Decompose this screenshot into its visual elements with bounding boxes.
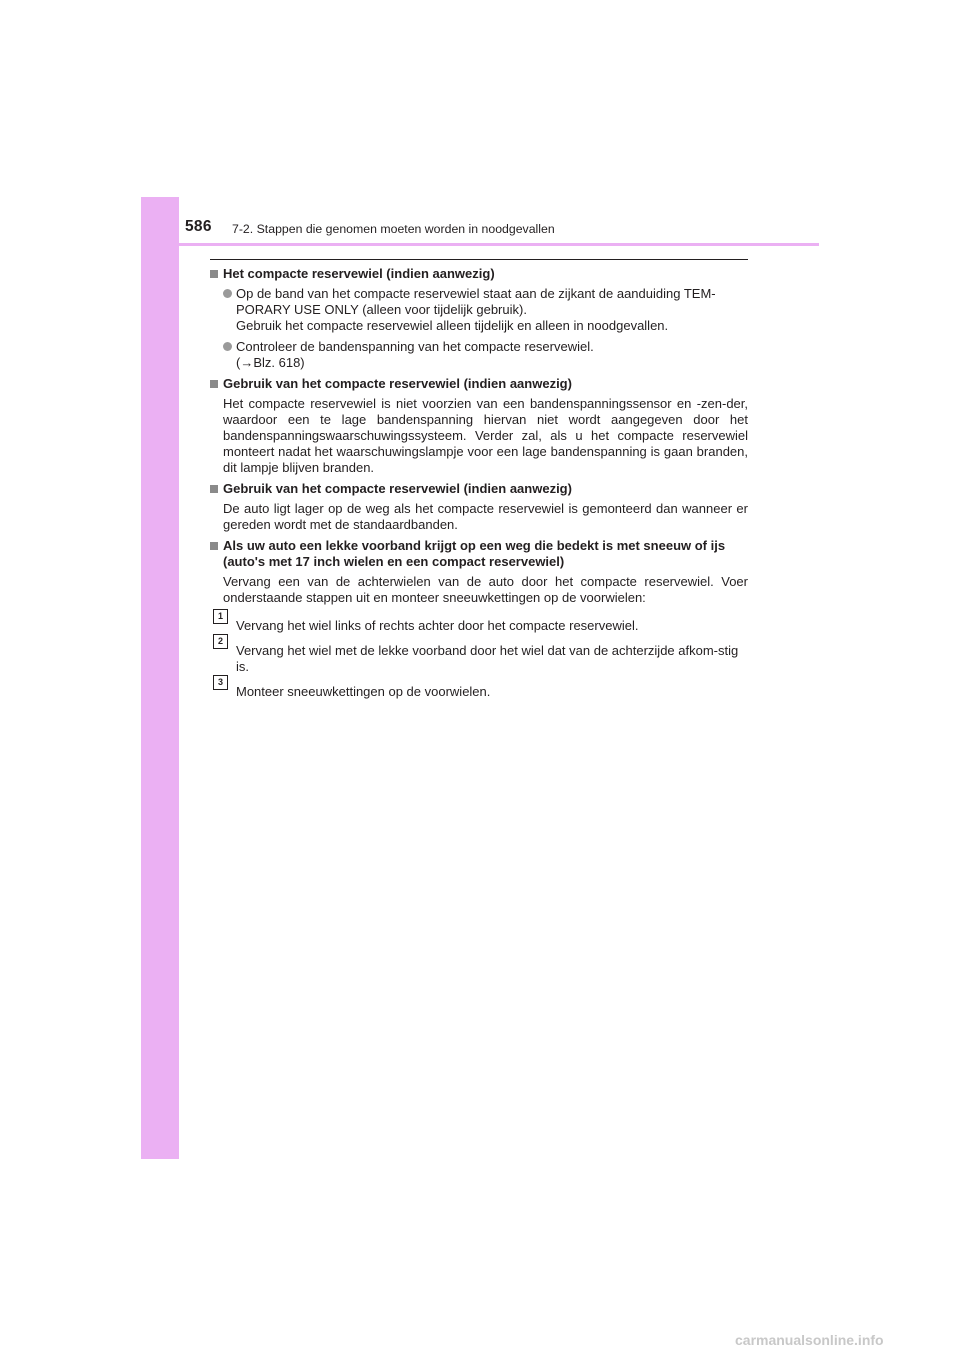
step-number-1: 1 [213, 609, 228, 624]
section-heading: Gebruik van het compacte reservewiel (indien aanwezig) [210, 481, 748, 497]
list-item: Op de band van het compacte reservewiel staat aan de zijkant de aanduiding TEM-PORARY USE ONLY (alleen voor tijdelijk gebruik). Gebruik het compacte reservewiel alleen tijdelijk en alleen in noodgevallen. [223, 286, 748, 334]
list-item: Controleer de bandenspanning van het compacte reservewiel. (→Blz. 618) [223, 339, 748, 371]
page-reference-link[interactable]: (→Blz. 618) [236, 355, 305, 370]
step-item: 1 Vervang het wiel links of rechts achter door het compacte reservewiel. [210, 614, 748, 634]
square-bullet-icon [210, 542, 218, 550]
square-bullet-icon [210, 380, 218, 388]
step-number-3: 3 [213, 675, 228, 690]
step-item: 3 Monteer sneeuwkettingen op de voorwielen. [210, 680, 748, 700]
section-text: Het compacte reservewiel is niet voorzien van een bandenspanningssensor en -zen-der, waardoor een te lage bandenspanning hiervan niet wordt aangegeven door het bandenspanningswaarschuwingssysteem. Verder zal, als u het compacte reservewiel monteert nadat het waarschuwingslampje voor een lage bandenspanning is gaan branden, dit lampje blijven branden. [223, 396, 748, 475]
watermark: carmanualsonline.info [735, 1332, 884, 1348]
section-text: De auto ligt lager op de weg als het compacte reservewiel is gemonteerd dan wanneer er gereden wordt met de standaardbanden. [223, 501, 748, 532]
circle-bullet-icon [223, 289, 232, 298]
page-content [210, 266, 748, 705]
step-number-2: 2 [213, 634, 228, 649]
square-bullet-icon [210, 485, 218, 493]
square-bullet-icon [210, 270, 218, 278]
step-item: 2 Vervang het wiel met de lekke voorband door het wiel dat van de achterzijde afkom-stig is. [210, 639, 748, 675]
section-heading: Het compacte reservewiel (indien aanwezig) [210, 266, 748, 282]
chapter-title: 7-2. Stappen die genomen moeten worden in noodgevallen [232, 222, 555, 236]
section-heading: Als uw auto een lekke voorband krijgt op een weg die bedekt is met sneeuw of ijs (auto's met 17 inch wielen en een compact reservewiel) [210, 538, 748, 570]
section-heading: Gebruik van het compacte reservewiel (indien aanwezig) [210, 376, 748, 392]
header-divider [141, 243, 819, 246]
section-text: Vervang een van de achterwielen van de auto door het compacte reservewiel. Voer onderstaande stappen uit en monteer sneeuwkettingen op de voorwielen: [223, 574, 748, 605]
circle-bullet-icon [223, 342, 232, 351]
section-rule [210, 259, 748, 260]
page-number: 586 [185, 218, 212, 235]
chapter-sidebar [141, 197, 179, 1159]
